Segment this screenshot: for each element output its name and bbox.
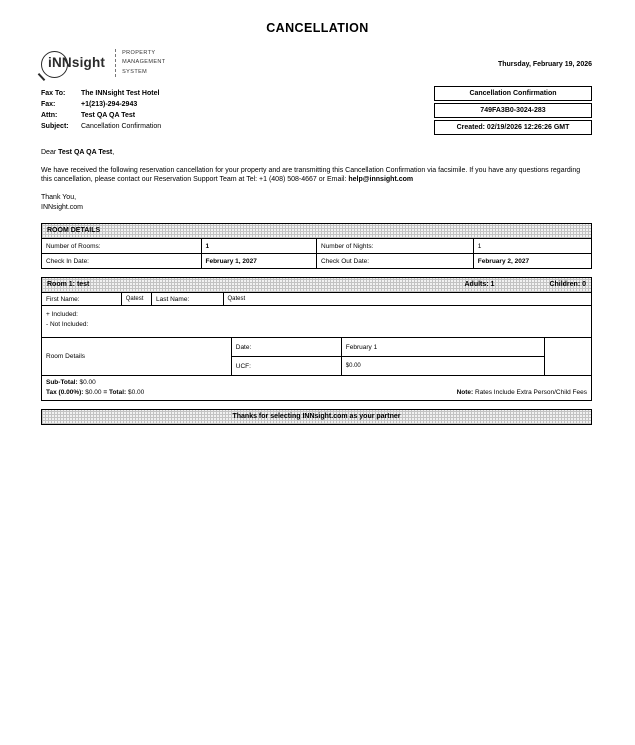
last-name-value-cell: Qatest	[223, 293, 592, 306]
subject-label: Subject:	[41, 123, 69, 130]
totals-left	[46, 378, 144, 397]
first-name-value-cell: Qatest	[121, 293, 151, 306]
salutation-suffix: ,	[112, 149, 115, 156]
room-details-table	[41, 238, 592, 269]
fax-to-value: The INNsight Test Hotel	[81, 90, 160, 97]
closing-thanks: Thank You,	[41, 194, 77, 202]
not-included-line: - Not Included:	[46, 321, 89, 329]
date-value-cell: February 1	[341, 338, 545, 357]
included-line: + Included:	[46, 311, 78, 319]
room1-header	[41, 277, 592, 293]
ucf-value-cell: $0.00	[341, 357, 545, 376]
logo-brand-left: iNN	[48, 55, 72, 70]
rooms-label-cell: Number of Rooms:	[42, 239, 202, 254]
nights-value-cell: 1	[473, 239, 591, 254]
rooms-value-cell: 1	[201, 239, 317, 254]
body-text: We have received the following reservation cancellation for your property and are transmitting this Cancellation Confirmation via facsimile. If you have any questions regarding this cancellation, please contact our Reservation Support Team at Tel: +1 (408) 508-4667 or Email:	[41, 167, 581, 184]
support-email-link[interactable]: help@innsight.com	[348, 176, 414, 184]
totals-row	[41, 375, 592, 401]
table-row	[42, 239, 592, 254]
room1-section	[41, 277, 592, 401]
room1-title: Room 1: test	[47, 281, 90, 289]
checkout-label-cell: Check Out Date:	[317, 254, 474, 269]
magnifier-icon	[41, 47, 108, 79]
fax-info-block	[41, 88, 161, 135]
tax-total-line	[46, 388, 144, 397]
logo-tagline	[122, 49, 165, 76]
table-row	[42, 338, 592, 357]
tax-label: Tax (0.00%):	[46, 388, 84, 396]
confirmation-created: Created: 02/19/2026 12:26:26 GMT	[434, 120, 592, 135]
checkin-label-cell: Check In Date:	[42, 254, 202, 269]
guest-name-table	[41, 292, 592, 306]
fax-to-label: Fax To:	[41, 90, 66, 97]
subtotal-line	[46, 378, 144, 387]
room-rate-table	[41, 337, 592, 376]
included-legend	[41, 305, 592, 338]
attn-value: Test QA QA Test	[81, 112, 136, 119]
logo-divider	[115, 49, 116, 77]
nights-label-cell: Number of Nights:	[317, 239, 474, 254]
subtotal-label: Sub-Total:	[46, 379, 78, 387]
total-label: Total:	[108, 388, 127, 396]
closing	[41, 193, 592, 212]
tax-value: $0.00	[85, 388, 102, 396]
footer-banner: Thanks for selecting INNsight.com as your partner	[41, 409, 592, 425]
room-details-header: ROOM DETAILS	[41, 223, 592, 239]
ucf-label-cell: UCF:	[231, 357, 341, 376]
salutation-name: Test QA QA Test	[58, 149, 113, 156]
room1-adults: Adults: 1	[464, 281, 495, 289]
fax-number-label: Fax:	[41, 101, 56, 108]
total-value: $0.00	[128, 388, 145, 396]
fax-number-row	[41, 99, 161, 110]
date-label-cell: Date:	[231, 338, 341, 357]
first-name-label-cell: First Name:	[42, 293, 122, 306]
closing-brand: INNsight.com	[41, 203, 84, 211]
fax-confirmation-section	[41, 88, 592, 135]
last-name-label-cell: Last Name:	[152, 293, 224, 306]
subject-value: Cancellation Confirmation	[81, 123, 162, 130]
logo-brand-right: sight	[71, 55, 106, 70]
room-details-label-cell: Room Details	[42, 338, 232, 376]
room1-children: Children: 0	[549, 281, 586, 289]
logo-tagline-line3: SYSTEM	[122, 68, 148, 75]
salutation-prefix: Dear	[41, 149, 59, 156]
fax-number-value: +1(213)-294-2943	[81, 101, 138, 108]
confirmation-number: 749FA3B0-3024-283	[434, 103, 592, 118]
note-label: Note:	[456, 389, 474, 397]
empty-cell	[545, 338, 592, 376]
note-text: Rates Include Extra Person/Child Fees	[475, 389, 587, 397]
logo-tagline-line2: MANAGEMENT	[122, 59, 166, 66]
table-row	[42, 293, 592, 306]
logo-brand-text	[48, 55, 105, 70]
page-title: CANCELLATION	[266, 21, 369, 35]
fax-to-row	[41, 88, 161, 99]
confirmation-box	[434, 86, 592, 135]
salutation	[41, 148, 592, 157]
table-row	[42, 254, 592, 269]
letter-body	[41, 148, 592, 212]
document-header	[41, 47, 592, 79]
rates-note	[457, 389, 587, 397]
document-date: Thursday, February 19, 2026	[497, 61, 592, 68]
innsight-logo	[41, 47, 166, 79]
equals-sign: =	[103, 388, 108, 396]
logo-tagline-line1: PROPERTY	[122, 50, 156, 57]
checkin-value-cell: February 1, 2027	[201, 254, 317, 269]
attn-label: Attn:	[41, 112, 58, 119]
attn-row	[41, 110, 161, 121]
subtotal-value: $0.00	[79, 379, 96, 387]
checkout-value-cell: February 2, 2027	[473, 254, 591, 269]
body-paragraph	[41, 166, 592, 184]
confirmation-box-title: Cancellation Confirmation	[434, 86, 592, 101]
subject-row	[41, 121, 161, 132]
room-details-section	[41, 223, 592, 269]
